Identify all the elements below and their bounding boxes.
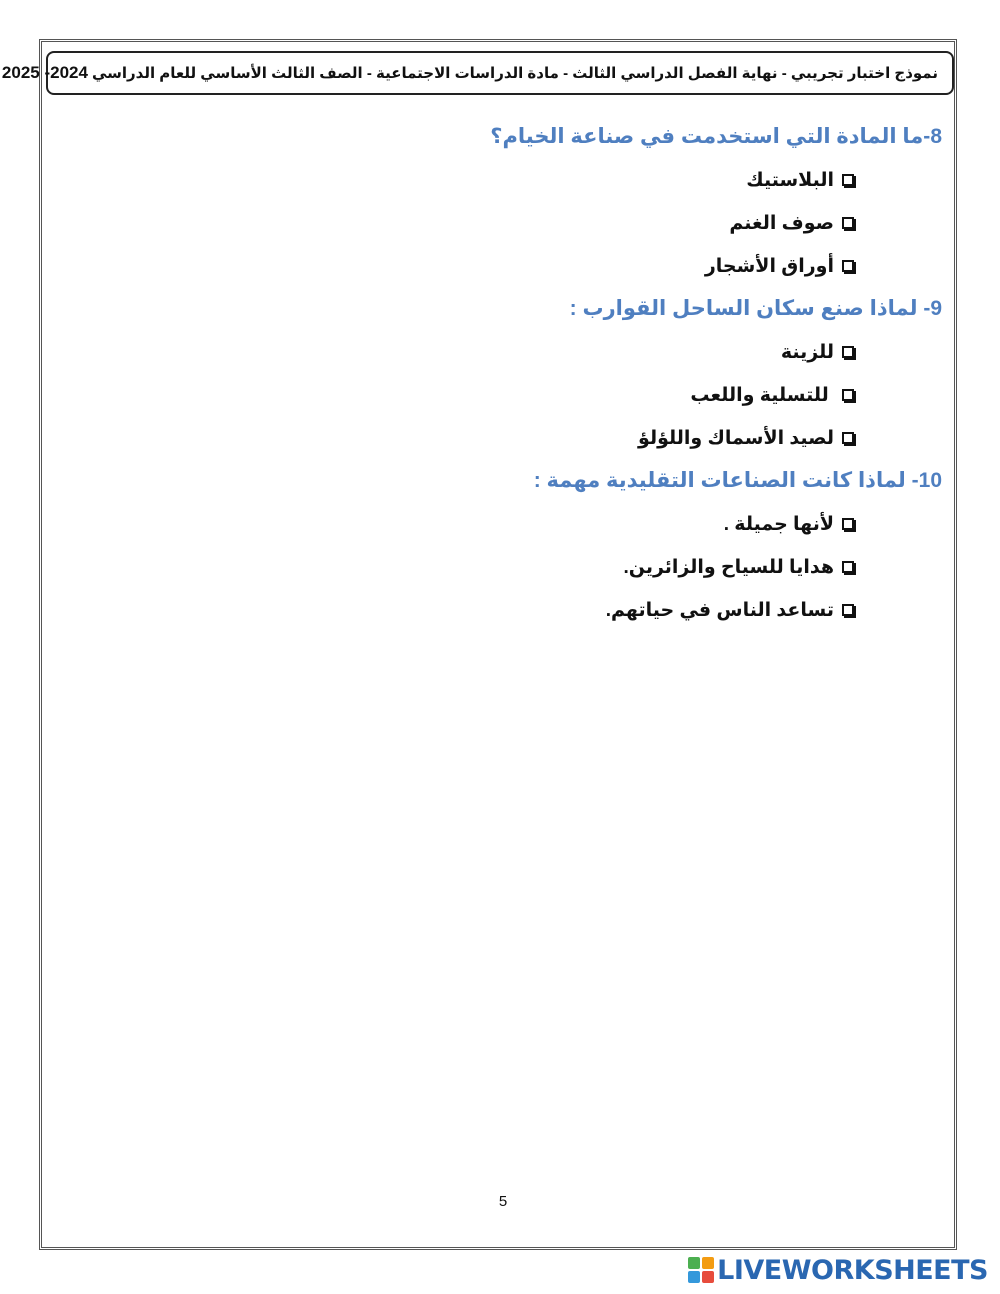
- checkbox-icon[interactable]: [842, 561, 854, 573]
- question-9: 9- لماذا صنع سكان الساحل القوارب :: [569, 297, 942, 320]
- checkbox-icon[interactable]: [842, 174, 854, 186]
- option-label: البلاستيك: [746, 169, 834, 191]
- page-number: 5: [498, 1193, 508, 1210]
- checkbox-icon[interactable]: [842, 518, 854, 530]
- question-8: 8-ما المادة التي استخدمت في صناعة الخيام؟: [490, 125, 942, 148]
- header-title: نموذج اختبار تجريبي - نهاية الفصل الدراسي الثالث - مادة الدراسات الاجتماعية - الصف الثالث الأساسي للعام الدراسي: [91, 65, 938, 82]
- option-item[interactable]: [242, 163, 854, 197]
- option-label: للزينة: [780, 341, 834, 363]
- checkbox-icon[interactable]: [842, 389, 854, 401]
- brand-label: LIVEWORKSHEETS: [717, 1254, 988, 1286]
- option-item[interactable]: [242, 378, 854, 412]
- option-label: لصيد الأسماك واللؤلؤ: [638, 427, 834, 449]
- option-item[interactable]: [242, 593, 854, 627]
- option-label: صوف الغنم: [729, 212, 834, 234]
- option-label: أوراق الأشجار: [704, 255, 834, 277]
- option-item[interactable]: [242, 249, 854, 283]
- option-item[interactable]: [242, 550, 854, 584]
- checkbox-icon[interactable]: [842, 260, 854, 272]
- option-item[interactable]: [242, 335, 854, 369]
- checkbox-icon[interactable]: [842, 346, 854, 358]
- option-label: للتسلية واللعب: [690, 384, 834, 406]
- checkbox-icon[interactable]: [842, 604, 854, 616]
- liveworksheets-brand[interactable]: [688, 1254, 988, 1286]
- checkbox-icon[interactable]: [842, 217, 854, 229]
- exam-header: [1, 51, 954, 95]
- option-item[interactable]: [242, 206, 854, 240]
- liveworksheets-logo-icon: [688, 1257, 714, 1283]
- header-years: 2024- 2025: [1, 63, 88, 82]
- question-10: 10- لماذا كانت الصناعات التقليدية مهمة :: [533, 469, 942, 492]
- option-label: تساعد الناس في حياتهم.: [605, 599, 834, 621]
- checkbox-icon[interactable]: [842, 432, 854, 444]
- questions-section: [242, 120, 942, 636]
- option-label: هدايا للسياح والزائرين.: [623, 556, 834, 578]
- option-label: لأنها جميلة .: [723, 513, 834, 535]
- option-item[interactable]: [242, 421, 854, 455]
- option-item[interactable]: [242, 507, 854, 541]
